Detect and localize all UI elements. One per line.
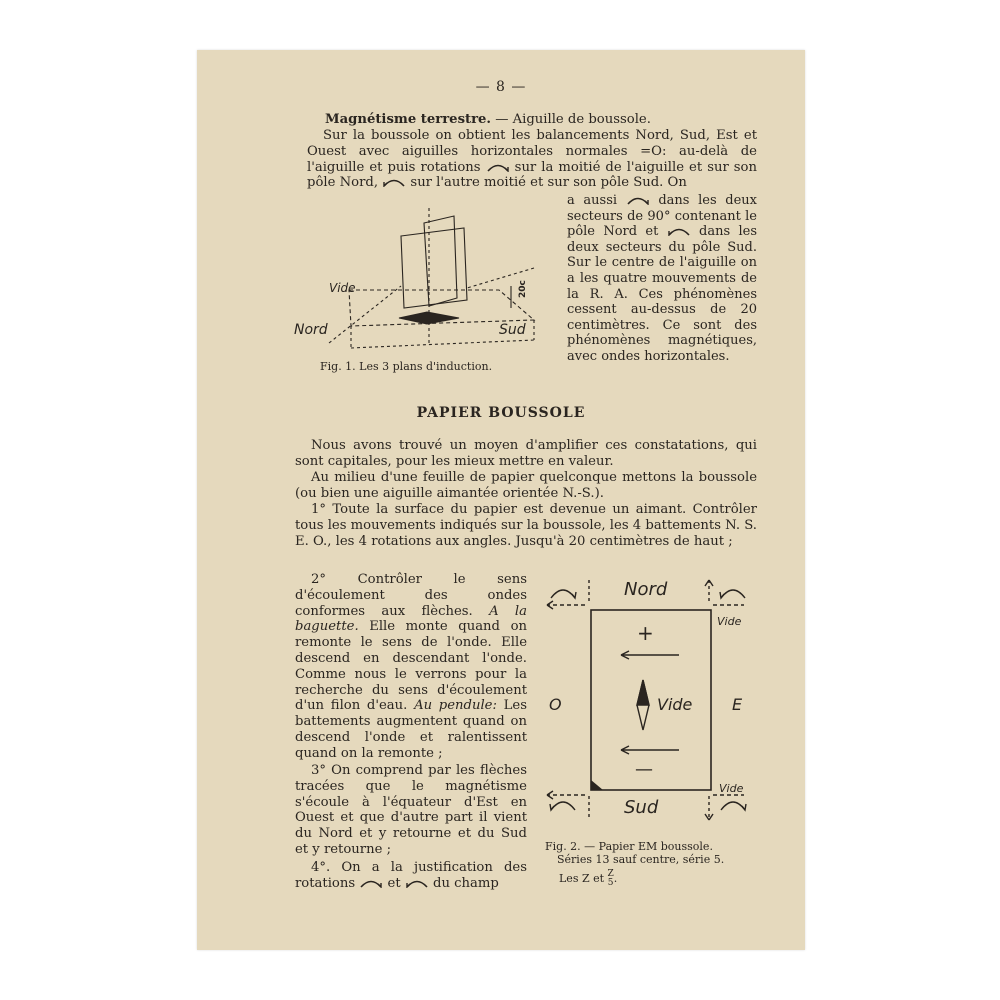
text-run-italic: Au pendule: <box>414 698 497 714</box>
rotation-clockwise-icon <box>486 162 510 172</box>
paragraph-intro <box>307 128 757 191</box>
section-title-papier: PAPIER BOUSSOLE <box>416 405 586 421</box>
rotation-counterclockwise-icon <box>405 878 429 888</box>
side-column-text <box>567 193 757 365</box>
text-run: et <box>387 875 401 891</box>
text-run: dans les deux secteurs du pôle Sud. Sur le centre de l'aiguille on a les quatre mouvements de la R. A. Ces phénomènes cessent au-dessus de 20 centimètres. Ce sont des phénomènes magnétiques, avec ondes horizontales. <box>567 224 757 364</box>
section-title: Magnétisme terrestre. <box>325 112 492 127</box>
text-run-italic: A la baguette. <box>295 603 527 635</box>
paragraph-6 <box>295 860 527 892</box>
rotation-clockwise-icon <box>359 878 383 888</box>
paragraph-3: 1° Toute la surface du papier est devenue un aimant. Contrôler tous les mouvements indiqués sur la boussole, les 4 battements N. S. E. O., les 4 rotations aux angles. Jusqu'à 20 centimètres de haut ; <box>295 502 757 549</box>
label-sud: Sud <box>499 322 526 338</box>
paragraph-2: Au milieu d'une feuille de papier quelconque mettons la boussole (ou bien une aiguille aimantée orientée N.-S.). <box>295 470 757 501</box>
caption-line: Séries 13 sauf centre, série 5. <box>557 853 725 866</box>
label-nord: Nord <box>294 322 328 338</box>
label-vide-center: Vide <box>657 695 693 714</box>
rotation-counterclockwise-icon <box>382 177 406 187</box>
label-height: 20c <box>518 280 528 298</box>
label-o: O <box>549 695 562 714</box>
rotation-counterclockwise-icon <box>667 226 691 236</box>
label-vide: Vide <box>329 281 356 295</box>
label-vide-bottom-right: Vide <box>719 782 744 795</box>
paragraph-4 <box>295 572 527 762</box>
text-run: Les battements augmentent quand on descend l'onde et ralentissent quand on la remonte ; <box>295 698 527 761</box>
caption-text: Les Z et <box>559 872 605 885</box>
label-e: E <box>732 695 743 714</box>
text-run: Sur la boussole on obtient les balancements Nord, Sud, Est et Ouest avec aiguilles horizontales normales =O: au-delà de l'aiguille et puis rotations <box>307 128 757 175</box>
figure-papier-boussole <box>539 570 759 838</box>
figure-induction-planes <box>289 208 549 353</box>
text-run: du champ <box>433 875 499 891</box>
label-nord: Nord <box>624 579 668 600</box>
label-plus: + <box>637 621 654 645</box>
figure2-caption <box>545 840 765 888</box>
paragraph-5: 3° On comprend par les flèches tracées que le magnétisme s'écoule à l'équateur d'Est en Ouest et que d'autre part il vient du Nord et y retourne et du Sud et y retourne ; <box>295 763 527 857</box>
fraction-numerator: Z <box>607 869 614 879</box>
paragraph-1: Nous avons trouvé un moyen d'amplifier ces constatations, qui sont capitales, pour les mieux mettre en valeur. <box>295 438 757 469</box>
section-subtitle: — Aiguille de boussole. <box>491 112 651 127</box>
text-run: sur la moitié de l'aiguille et sur son pôle Nord, <box>307 159 757 191</box>
section-heading-1 <box>325 112 785 128</box>
text-run: 4°. On a la justification des rotations <box>295 860 527 891</box>
figure1-caption: Fig. 1. Les 3 plans d'induction. <box>320 360 493 373</box>
text-run: sur l'autre moitié et sur son pôle Sud. On <box>410 175 687 191</box>
caption-line <box>545 870 765 888</box>
label-sud: Sud <box>624 797 659 818</box>
text-run: dans les deux secteurs de 90° contenant le pôle Nord et <box>567 193 757 240</box>
document-page <box>197 50 805 950</box>
caption-line: Fig. 2. — Papier EM boussole. <box>545 840 713 853</box>
fraction-denominator: 5 <box>607 878 614 888</box>
page-number: — 8 — <box>475 79 527 95</box>
label-minus: — <box>635 759 653 780</box>
caption-text: . <box>613 872 618 885</box>
rotation-clockwise-icon <box>626 195 650 205</box>
text-run: 2° Contrôler le sens d'écoulement des ondes conformes aux flèches. <box>295 572 527 619</box>
label-vide-top-right: Vide <box>717 615 742 628</box>
text-run: a aussi <box>567 193 618 208</box>
text-run: Elle monte quand on remonte le sens de l'onde. Elle descend en descendant l'onde. Comme nous le verrons pour la recherche du sens d'écoulement d'un filon d'eau. <box>295 619 527 714</box>
